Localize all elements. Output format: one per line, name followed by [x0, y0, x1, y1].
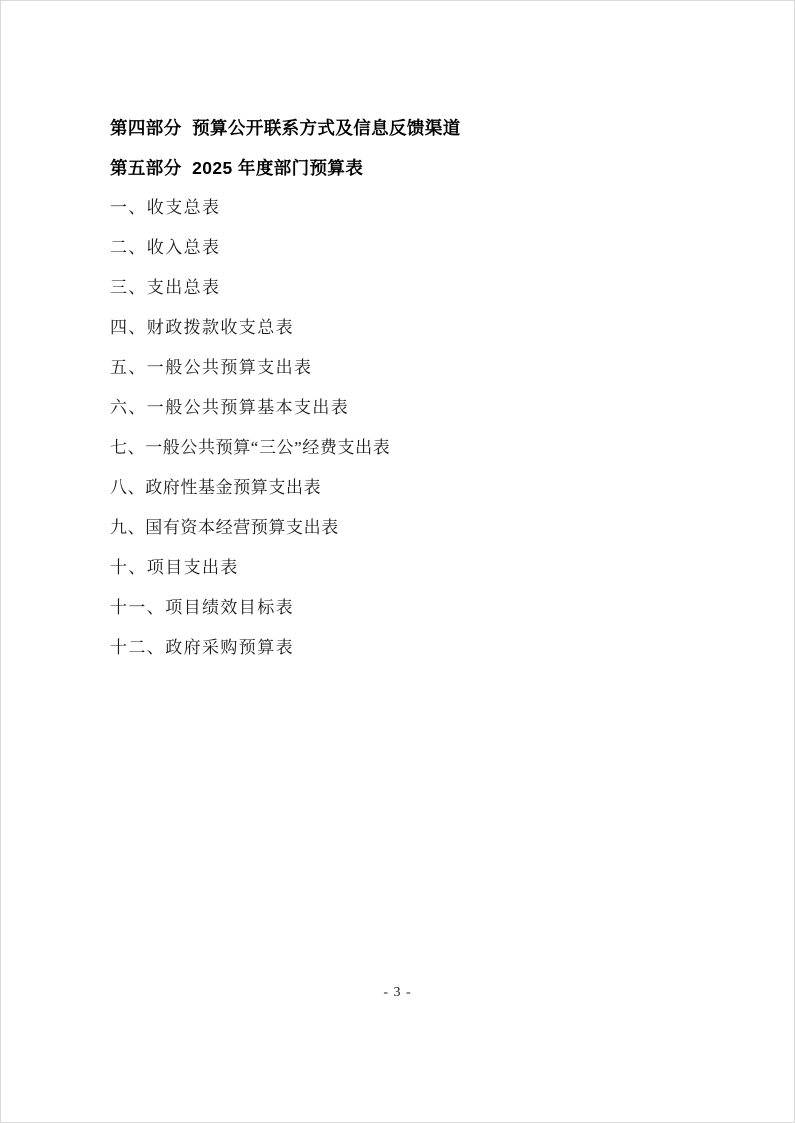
toc-item: 三、支出总表	[110, 278, 221, 297]
toc-item: 十一、项目绩效目标表	[110, 598, 294, 617]
toc-item: 六、一般公共预算基本支出表	[110, 398, 350, 417]
toc-item: 十二、政府采购预算表	[110, 638, 294, 657]
page-content	[110, 108, 690, 668]
toc-item: 八、政府性基金预算支出表	[110, 478, 322, 497]
toc-item: 五、一般公共预算支出表	[110, 358, 313, 377]
toc-item: 一、收支总表	[110, 198, 221, 217]
section-heading-part-four: 第四部分 预算公开联系方式及信息反馈渠道	[110, 118, 461, 138]
toc-item: 七、一般公共预算“三公”经费支出表	[110, 438, 391, 457]
toc-item: 十、项目支出表	[110, 558, 239, 577]
page-number: - 3 -	[383, 985, 412, 1000]
toc-item: 九、国有资本经营预算支出表	[110, 518, 339, 537]
toc-item: 二、收入总表	[110, 238, 221, 257]
toc-item: 四、财政拨款收支总表	[110, 318, 294, 337]
section-heading-part-five: 第五部分 2025 年度部门预算表	[110, 158, 364, 178]
